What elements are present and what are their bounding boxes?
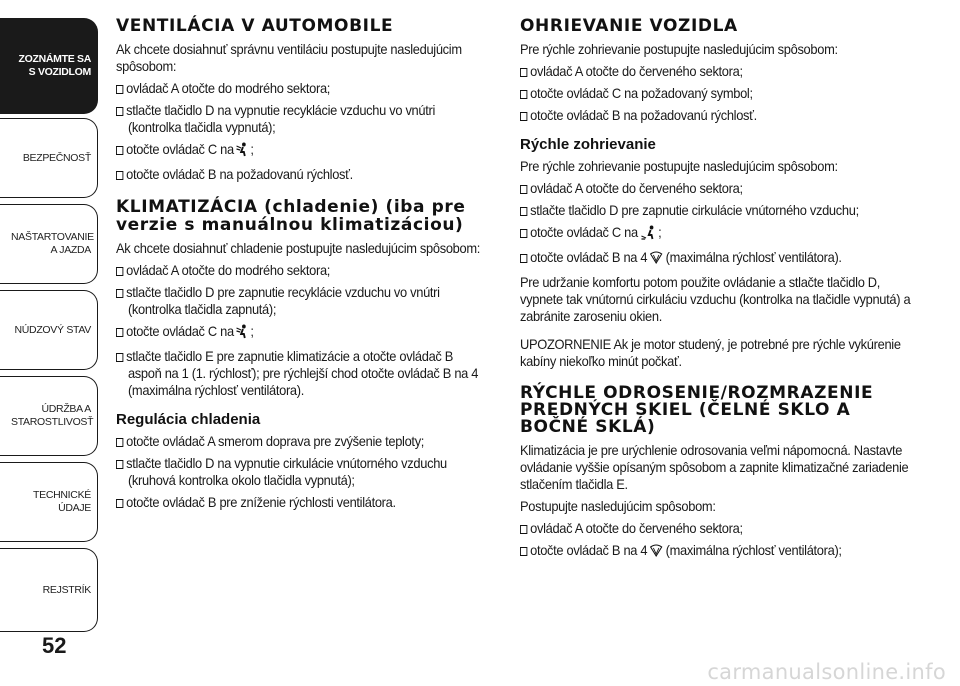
fan-max-icon — [649, 251, 664, 269]
list-item-text: otočte ovládač C na — [126, 141, 234, 157]
checkbox-bullet-icon — [116, 499, 123, 508]
list-item — [116, 323, 486, 343]
tab-technical-data[interactable] — [0, 462, 98, 542]
tab-know-your-car[interactable] — [0, 18, 98, 114]
defrost-intro: Klimatizácia je pre urýchlenie odrosovania veľmi nápomocná. Nastavte ovládanie vyššie opísaným spôsobom a zapnite klimatizačné zariadenie stlačením tlačidla E. — [520, 442, 909, 492]
checkbox-bullet-icon — [520, 254, 527, 263]
watermark: carmanualsonline.info — [707, 660, 946, 684]
tab-label: REJSTRÍK — [42, 583, 91, 596]
list-item-text: stlačte tlačidlo D pre zapnutie cirkulácie vnútorného vzduchu; — [530, 202, 859, 218]
page-number: 52 — [42, 633, 67, 658]
checkbox-bullet-icon — [116, 171, 123, 180]
list-item-suffix: (maximálna rýchlosť ventilátora). — [665, 249, 842, 265]
tab-label: NÚDZOVÝ STAV — [14, 323, 91, 336]
list-item-text: otočte ovládač C na — [530, 224, 638, 240]
checkbox-bullet-icon — [520, 90, 527, 99]
list-item-text: ovládač A otočte do modrého sektora; — [126, 80, 331, 96]
checkbox-bullet-icon — [520, 547, 527, 556]
list-item-text: ovládač A otočte do modrého sektora; — [126, 262, 331, 278]
defrost-title: RÝCHLE ODROSENIE/ROZMRAZENIE PREDNÝCH SKIEL (ČELNÉ SKLO A BOČNÉ SKLÁ) — [520, 383, 874, 437]
list-item-text: otočte ovládač B pre zníženie rýchlosti ventilátora. — [126, 494, 396, 510]
list-item-text: otočte ovládač B na 4 — [530, 542, 648, 558]
heating-intro: Pre rýchle zohrievanie postupujte nasledujúcim spôsobom: — [520, 41, 838, 57]
checkbox-bullet-icon — [116, 460, 123, 469]
checkbox-bullet-icon — [520, 229, 527, 238]
tab-label: ÚDRŽBA A STAROSTLIVOSŤ — [11, 403, 94, 428]
list-item — [520, 202, 912, 219]
list-item — [116, 433, 486, 450]
person-feet-airflow-icon — [640, 225, 657, 244]
list-item — [116, 455, 486, 489]
checkbox-bullet-icon — [520, 68, 527, 77]
tab-label: BEZPEČNOSŤ — [22, 151, 91, 164]
list-item-suffix: ; — [250, 323, 254, 339]
list-item — [520, 224, 912, 244]
list-item-text: ovládač A otočte do červeného sektora; — [530, 520, 743, 536]
list-item-text: stlačte tlačidlo D na vypnutie cirkulácie vnútorného vzduchu (kruhová kontrolka okolo tlačidla vypnutá); — [126, 455, 447, 488]
checkbox-bullet-icon — [520, 185, 527, 194]
list-item-text: otočte ovládač B na požadovanú rýchlosť. — [530, 107, 757, 123]
list-item-text: otočte ovládač C na — [126, 323, 234, 339]
tab-index[interactable] — [0, 548, 98, 632]
ac-intro: Ak chcete dosiahnuť chladenie postupujte nasledujúcim spôsobom: — [116, 240, 481, 256]
list-item — [520, 542, 912, 562]
list-item-text: otočte ovládač B na požadovanú rýchlosť. — [126, 166, 353, 182]
warning-note: UPOZORNENIE Ak je motor studený, je potrebné pre rýchle vykúrenie kabíny niekoľko minút počkať. — [520, 336, 901, 369]
comfort-note: Pre udržanie komfortu potom použite ovládanie a stlačte tlačidlo D, vypnete tak vnútornú cirkuláciu vzduchu (kontrolka na tlačidle vypnutá) a zabránite zaroseniu okien. — [520, 274, 911, 324]
checkbox-bullet-icon — [116, 438, 123, 447]
tab-emergency[interactable] — [0, 290, 98, 370]
checkbox-bullet-icon — [520, 112, 527, 121]
list-item — [520, 107, 912, 124]
checkbox-bullet-icon — [116, 146, 123, 155]
person-airflow-icon — [236, 142, 249, 161]
left-column — [116, 18, 488, 516]
tab-label: TECHNICKÉ ÚDAJE — [33, 489, 91, 514]
tab-maintenance[interactable] — [0, 376, 98, 456]
checkbox-bullet-icon — [116, 267, 123, 276]
quick-heating-intro: Pre rýchle zohrievanie postupujte nasledujúcim spôsobom: — [520, 158, 838, 174]
person-airflow-icon — [236, 324, 249, 343]
fan-max-icon — [649, 544, 664, 562]
list-item — [116, 80, 486, 97]
list-item-suffix: ; — [658, 224, 662, 240]
list-item-text: otočte ovládač B na 4 — [530, 249, 648, 265]
list-item — [520, 180, 912, 197]
list-item — [116, 141, 486, 161]
checkbox-bullet-icon — [520, 207, 527, 216]
list-item-text: otočte ovládač C na požadovaný symbol; — [530, 85, 753, 101]
list-item — [116, 166, 486, 183]
list-item — [520, 520, 912, 537]
checkbox-bullet-icon — [116, 107, 123, 116]
ventilation-intro: Ak chcete dosiahnuť správnu ventiláciu postupujte nasledujúcim spôsobom: — [116, 41, 462, 74]
list-item-suffix: (maximálna rýchlosť ventilátora); — [665, 542, 842, 558]
ac-title: KLIMATIZÁCIA (chladenie) (iba pre verzie s manuálnou klimatizáciou) — [116, 197, 466, 235]
list-item — [520, 249, 912, 269]
checkbox-bullet-icon — [116, 85, 123, 94]
checkbox-bullet-icon — [116, 353, 123, 362]
heating-title: OHRIEVANIE VOZIDLA — [520, 16, 738, 36]
checkbox-bullet-icon — [520, 525, 527, 534]
cooling-regulation-title: Regulácia chladenia — [116, 411, 261, 428]
list-item-text: stlačte tlačidlo D na vypnutie recyklácie vzduchu vo vnútri (kontrolka tlačidla vypnutá); — [126, 102, 436, 135]
list-item — [520, 85, 912, 102]
tab-label: ZOZNÁMTE SA S VOZIDLOM — [18, 53, 91, 78]
quick-heating-title: Rýchle zohrievanie — [520, 136, 656, 153]
tab-safety[interactable] — [0, 118, 98, 198]
defrost-intro-2: Postupujte nasledujúcim spôsobom: — [520, 498, 716, 514]
list-item — [116, 284, 486, 318]
list-item-suffix: ; — [250, 141, 254, 157]
list-item — [116, 102, 486, 136]
checkbox-bullet-icon — [116, 289, 123, 298]
tab-label: NAŠTARTOVANIE A JAZDA — [11, 231, 94, 256]
list-item-text: ovládač A otočte do červeného sektora; — [530, 180, 743, 196]
tab-starting-driving[interactable] — [0, 204, 98, 284]
list-item — [116, 262, 486, 279]
checkbox-bullet-icon — [116, 328, 123, 337]
list-item-text: stlačte tlačidlo E pre zapnutie klimatizácie a otočte ovládač B aspoň na 1 (1. rýchlosť); pre rýchlejší chod otočte ovládač B na 4 (maximálna rýchlosť ventilátora). — [126, 348, 479, 398]
list-item — [520, 63, 912, 80]
list-item — [116, 348, 486, 399]
list-item-text: ovládač A otočte do červeného sektora; — [530, 63, 743, 79]
ventilation-title: VENTILÁCIA V AUTOMOBILE — [116, 16, 394, 36]
list-item-text: otočte ovládač A smerom doprava pre zvýšenie teploty; — [126, 433, 425, 449]
list-item — [116, 494, 486, 511]
right-column — [520, 18, 915, 567]
list-item-text: stlačte tlačidlo D pre zapnutie recyklácie vzduchu vo vnútri (kontrolka tlačidla zapnutá); — [126, 284, 440, 317]
